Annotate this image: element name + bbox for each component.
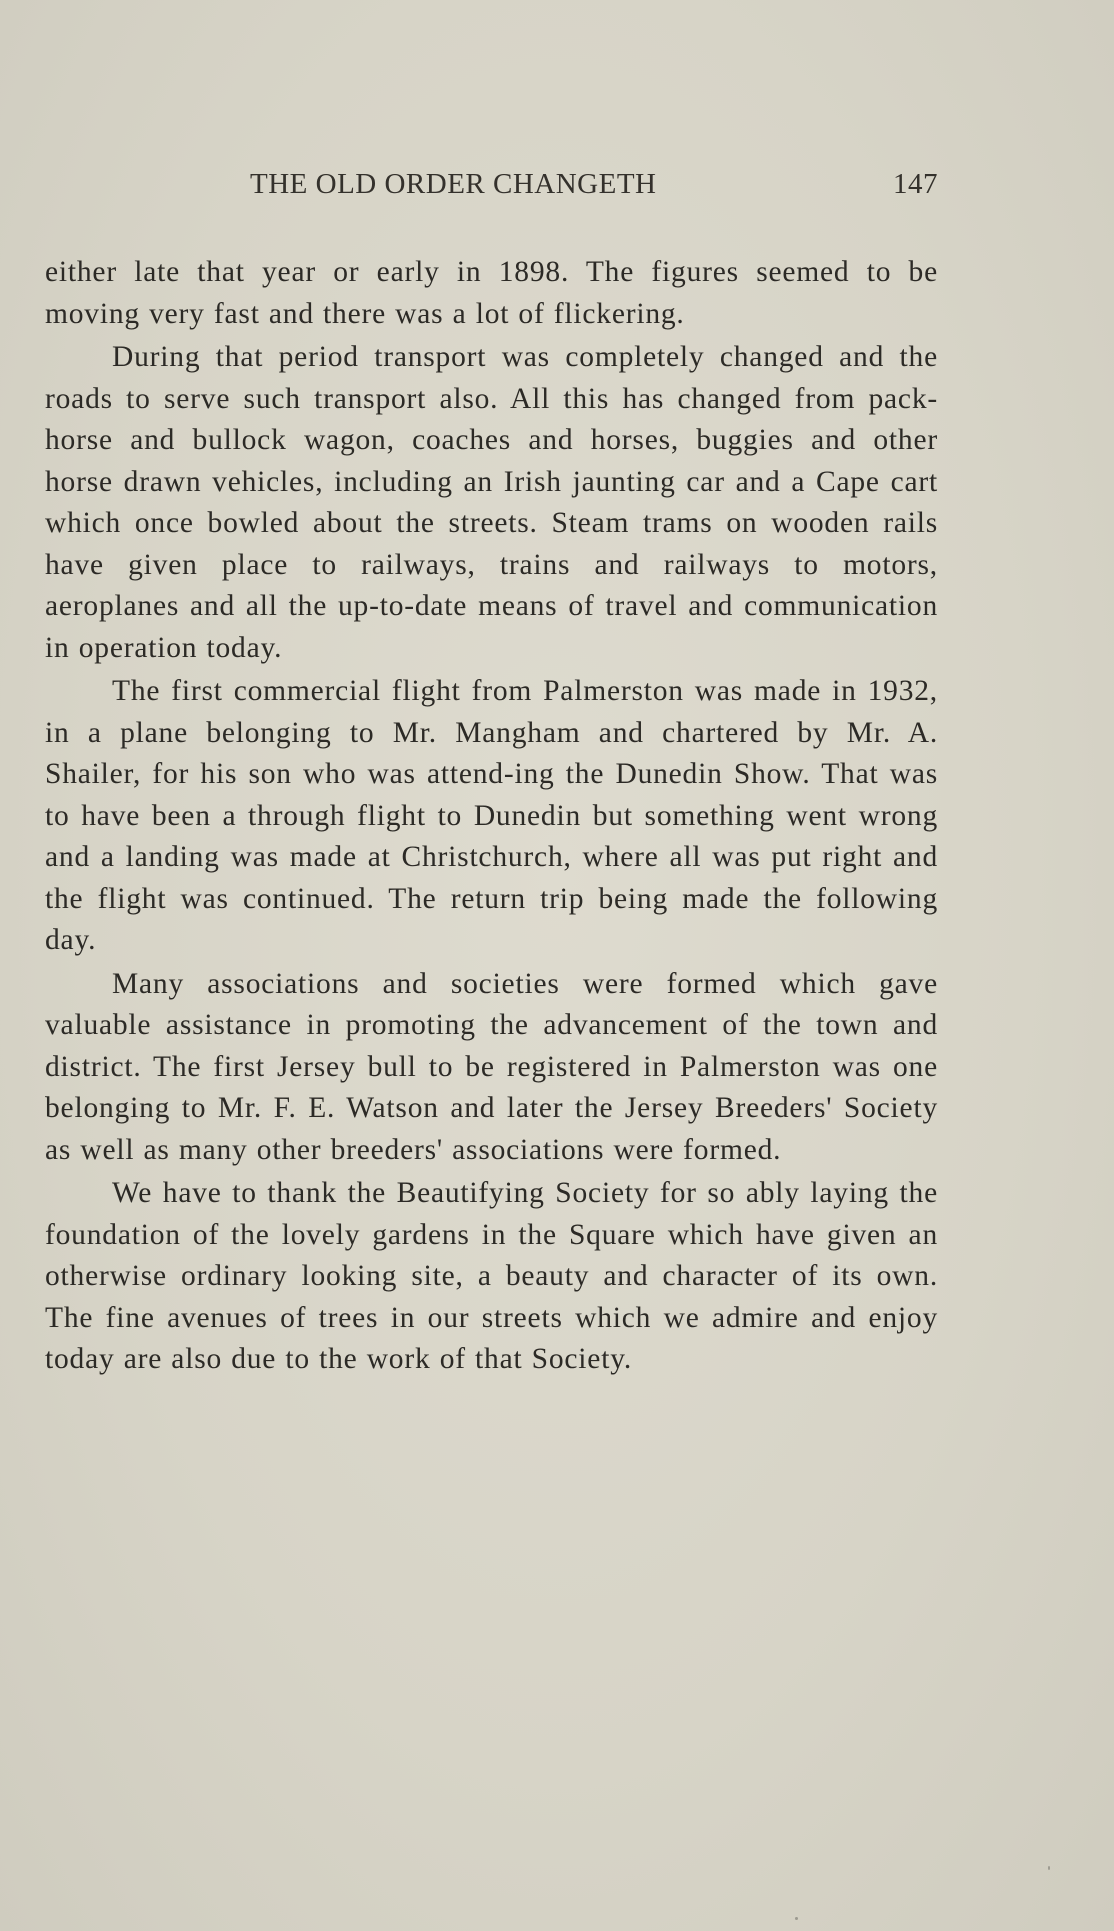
paragraph-associations: Many associations and societies were formed which gave valuable assistance in promoting the advancement of the town and district. The first Jersey bull to be registered in Palmerston was one belonging to Mr. F. E. Watson and later the Jersey Breeders' Society as well as many other breeders' associations were formed. [45, 967, 938, 1166]
paragraph-beautifying-society: We have to thank the Beautifying Society for so ably laying the foundation of the lovely gardens in the Square which have given an otherwise ordinary looking site, a beauty and character of its own. The fine avenues of trees in our streets which we admire and enjoy today are also due to the work of that Society. [45, 1177, 938, 1375]
paragraph-first-flight: The first commercial flight from Palmerston was made in 1932, in a plane belonging to Mr. Mangham and chartered by Mr. A. Shailer, for his son who was attend-ing the Dunedin Show. That was to have been a through flight to Dunedin but something went wrong and a landing was made at Christchurch, where all was put right and the flight was continued. The return trip being made the following day. [45, 675, 938, 956]
running-head [45, 168, 938, 208]
paragraph-transport: During that period transport was completely changed and the roads to serve such transport also. All this has changed from pack-horse and bullock wagon, coaches and horses, buggies and other horse drawn vehicles, including an Irish jaunting car and a Cape cart which once bowled about the streets. Steam trams on wooden rails have given place to railways, trains and railways to motors, aeroplanes and all the up-to-date means of travel and communication in operation today. [45, 341, 938, 664]
chapter-title: THE OLD ORDER CHANGETH [250, 168, 657, 200]
paper-speck [795, 1917, 798, 1920]
paper-speck [1048, 1866, 1050, 1870]
paragraph-continuation: either late that year or early in 1898. The figures seemed to be moving very fast and there was a lot of flickering. [45, 256, 938, 330]
page-number: 147 [893, 168, 938, 200]
body-text [45, 252, 938, 1383]
